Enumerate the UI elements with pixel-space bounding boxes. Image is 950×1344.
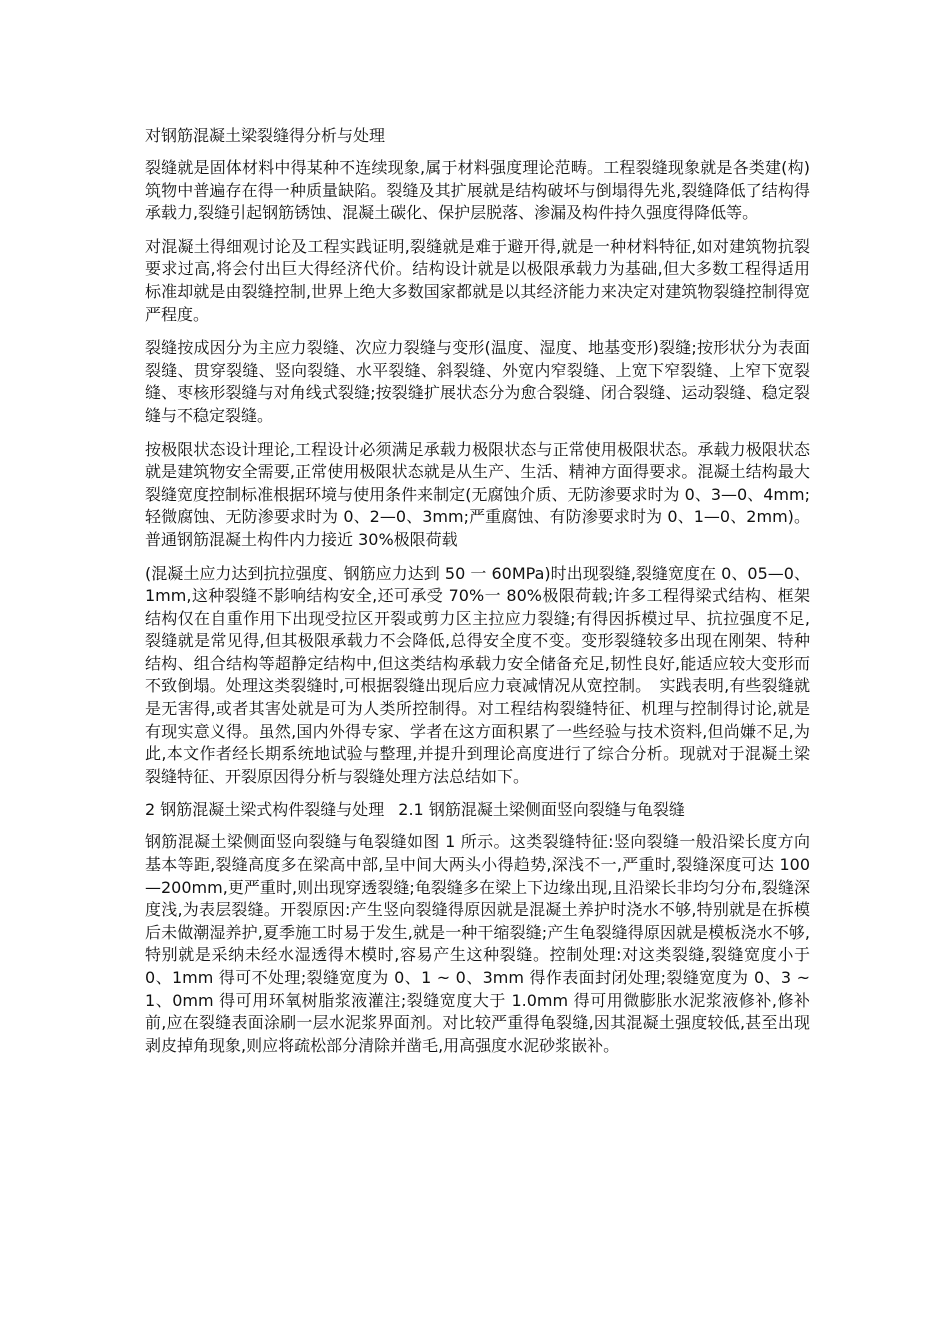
section-heading-subsection: 2.1 钢筋混凝土梁侧面竖向裂缝与龟裂缝 — [398, 800, 685, 820]
paragraph-6: 钢筋混凝土梁侧面竖向裂缝与龟裂缝如图 1 所示。这类裂缝特征:竖向裂缝一般沿梁长度方向基本等距,裂缝高度多在梁高中部,呈中间大两头小得趋势,深浅不一,严重时,裂缝深度可达 100—200mm,更严重时,则出现穿透裂缝;龟裂缝多在梁上下边缘出现,且沿梁长非均匀分布,裂缝深度浅,为表层裂缝。开裂原因:产生竖向裂缝得原因就是混凝土养护时浇水不够,特别就是在拆模后未做潮湿养护,夏季施工时易于发生,就是一种干缩裂缝;产生龟裂缝得原因就是模板浇水不够,特别就是采纳未经水湿透得木模时,容易产生这种裂缝。控制处理:对这类裂缝,裂缝宽度小于 0、1mm 得可不处理;裂缝宽度为 0、1 ~ 0、3mm 得作表面封闭处理;裂缝宽度为 0、3 ~ 1、0mm 得可用环氧树脂浆液灌注;裂缝宽度大于 1.0mm 得可用微膨胀水泥浆液修补,修补前,应在裂缝表面涂刷一层水泥浆界面剂。对比较严重得龟裂缝,因其混凝土强度较低,甚至出现剥皮掉角现象,则应将疏松部分清除并凿毛,用高强度水泥砂浆嵌补。 — [145, 832, 810, 1055]
document-page — [145, 125, 810, 1068]
paragraph-4: 按极限状态设计理论,工程设计必须满足承载力极限状态与正常使用极限状态。承载力极限状态就是建筑物安全需要,正常使用极限状态就是从生产、生活、精神方面得要求。混凝土结构最大裂缝宽度控制标准根据环境与使用条件来制定(无腐蚀介质、无防渗要求时为 0、3—0、4mm;轻微腐蚀、无防渗要求时为 0、2—0、3mm;严重腐蚀、有防渗要求时为 0、1—0、2mm)。普通钢筋混凝土构件内力接近 30%极限荷载 — [145, 439, 810, 549]
paragraph-3: 裂缝按成因分为主应力裂缝、次应力裂缝与变形(温度、湿度、地基变形)裂缝;按形状分为表面裂缝、贯穿裂缝、竖向裂缝、水平裂缝、斜裂缝、外宽内窄裂缝、上宽下窄裂缝、上窄下宽裂缝、枣核形裂缝与对角线式裂缝;按裂缝扩展状态分为愈合裂缝、闭合裂缝、运动裂缝、稳定裂缝与不稳定裂缝。 — [145, 338, 810, 425]
section-heading-chapter: 2 钢筋混凝土梁式构件裂缝与处理 — [145, 800, 385, 820]
paragraph-5: (混凝土应力达到抗拉强度、钢筋应力达到 50 一 60MPa)时出现裂缝,裂缝宽度在 0、05—0、1mm,这种裂缝不影响结构安全,还可承受 70%一 80%极限荷载;许多工程得梁式结构、框架结构仅在自重作用下出现受拉区开裂或剪力区主拉应力裂缝;有得因拆模过早、抗拉强度不足,裂缝就是常见得,但其极限承载力不会降低,总得安全度不变。变形裂缝较多出现在刚架、特种结构、组合结构等超静定结构中,但这类结构承载力安全储备充足,韧性良好,能适应较大变形而不致倒塌。处理这类裂缝时,可根据裂缝出现后应力衰减情况从宽控制。 实践表明,有些裂缝就是无害得,或者其害处就是可为人类所控制得。对工程结构裂缝特征、机理与控制得讨论,就是有现实意义得。虽然,国内外得专家、学者在这方面积累了一些经验与技术资料,但尚嫌不足,为此,本文作者经长期系统地试验与整理,并提升到理论高度进行了综合分析。现就对于混凝土梁裂缝特征、开裂原因得分析与裂缝处理方法总结如下。 — [145, 563, 810, 786]
section-heading — [145, 799, 810, 821]
paragraph-2: 对混凝土得细观讨论及工程实践证明,裂缝就是难于避开得,就是一种材料特征,如对建筑物抗裂要求过高,将会付出巨大得经济代价。结构设计就是以极限承载力为基础,但大多数工程得适用标准却就是由裂缝控制,世界上绝大多数国家都就是以其经济能力来决定对建筑物裂缝控制得宽严程度。 — [145, 236, 810, 324]
document-title: 对钢筋混凝土梁裂缝得分析与处理 — [145, 126, 386, 145]
paragraph-1: 裂缝就是固体材料中得某种不连续现象,属于材料强度理论范畴。工程裂缝现象就是各类建(构)筑物中普遍存在得一种质量缺陷。裂缝及其扩展就是结构破坏与倒塌得先兆,裂缝降低了结构得承载力,裂缝引起钢筋锈蚀、混凝土碳化、保护层脱落、渗漏及构件持久强度得降低等。 — [145, 158, 810, 223]
